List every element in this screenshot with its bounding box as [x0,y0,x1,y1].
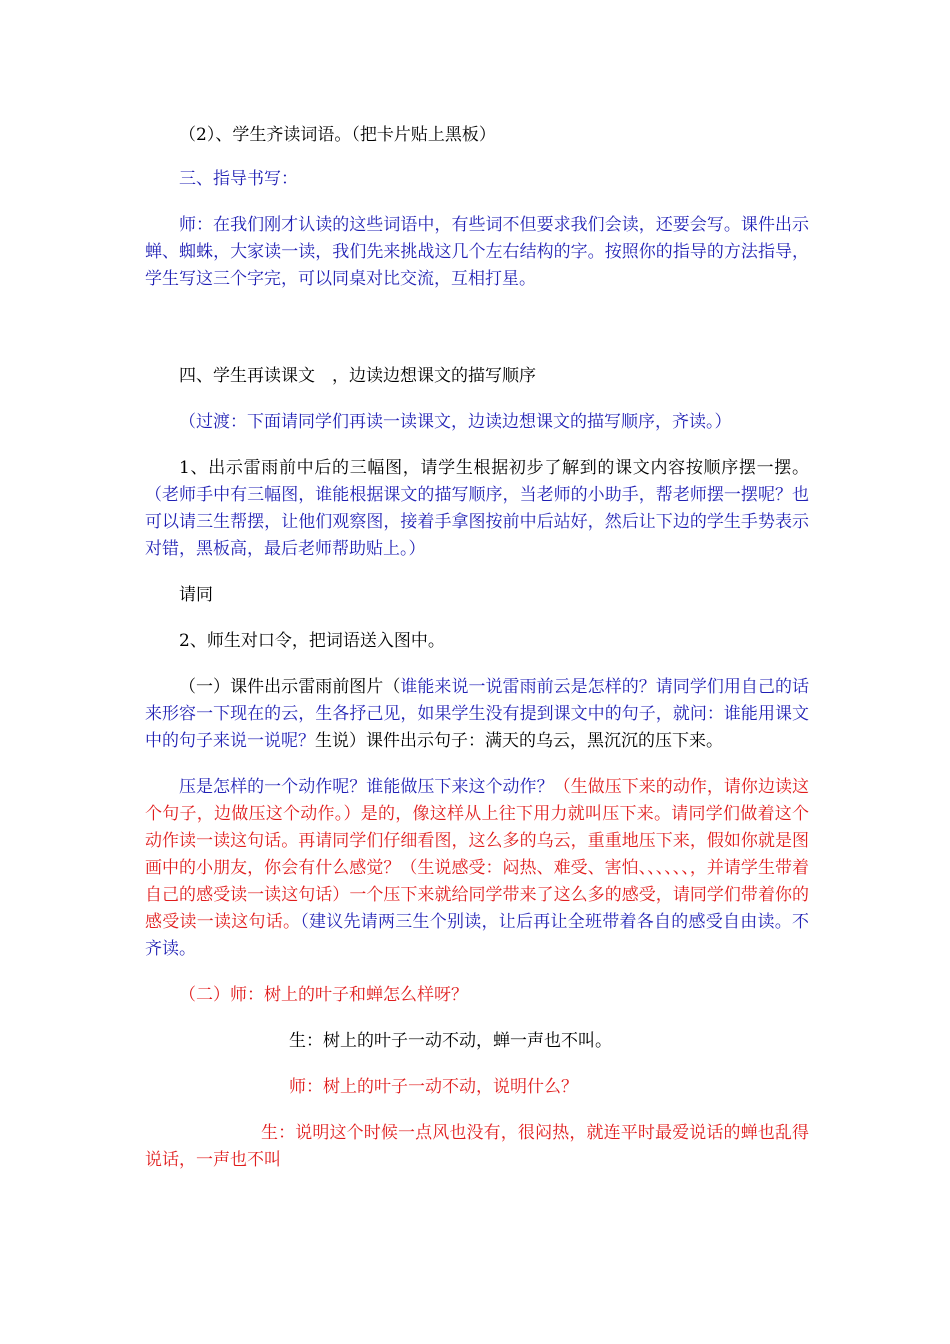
dialogue-student-explanation: 生：说明这个时候一点风也没有，很闷热，就连平时最爱说话的蝉也乱得说话，一声也不叫 [145,1123,809,1170]
before-rain-intro: （一）课件出示雷雨前图片（ [179,677,401,697]
before-rain-sentence: 生说）课件出示句子：满天的乌云，黑沉沉的压下来。 [315,731,723,751]
three-pictures-note: （老师手中有三幅图，谁能根据课文的描写顺序，当老师的小助手，帮老师摆一摆呢？也可以请三生帮摆，让他们观察图，接着手拿图按前中后站好，然后让下边的学生手势表示对错，黑板高，最后老师帮助贴上。） [145,485,809,559]
paragraph-call-response: 2、师生对口令，把词语送入图中。 [179,631,445,651]
document-body [145,122,809,1174]
paragraph-fragment: 请同 [179,585,213,605]
heading-writing-guidance: 三、指导书写： [179,169,298,189]
paragraph-three-pictures [145,455,809,563]
spacer [145,293,809,363]
paragraph-transition: （过渡：下面请同学们再读一读课文，边读边想课文的描写顺序，齐读。） [179,412,732,432]
dialogue-teacher-question: （二）师：树上的叶子和蝉怎么样呀？ [179,985,468,1005]
paragraph-read-words: （2）、学生齐读词语。（把卡片贴上黑板） [179,125,496,145]
heading-reread-text: 四、学生再读课文 ，边读边想课文的描写顺序 [179,366,536,386]
dialogue-teacher-followup: 师：树上的叶子一动不动，说明什么？ [289,1077,578,1097]
press-down-question: 压是怎样的一个动作呢？谁能做压下来这个动作？ [179,777,554,797]
three-pictures-instruction: 1、出示雷雨前中后的三幅图，请学生根据初步了解到的课文内容按顺序摆一摆。 [179,458,809,478]
paragraph-press-down [145,774,809,963]
paragraph-teacher-writing: 师：在我们刚才认读的这些词语中，有些词不但要求我们会读，还要会写。课件出示蝉、蜘蛛，大家读一读，我们先来挑战这几个左右结构的字。按照你的指导的方法指导，学生写这三个字完，可以同桌对比交流，互相打星。 [145,215,809,289]
paragraph-before-rain [145,674,809,755]
press-down-suggestion: （建议先请两三生个别读，让后再让全班带着各自的感受自由读。不齐读。 [145,912,809,959]
dialogue-student-answer: 生：树上的叶子一动不动，蝉一声也不叫。 [289,1031,612,1051]
before-rain-followup: 如果学生没有提到课文中的句子，就问：谁能用课文中的句子来说一说呢？ [145,704,809,751]
press-down-activity: （生做压下来的动作，请你边读这个句子，边做压这个动作。）是的，像这样从上往下用力就叫压下来。请同学们做着这个动作读一读这句话。再请同学们仔细看图，这么多的乌云，重重地压下来，假如你就是图画中的小朋友，你会有什么感觉？（生说感受：闷热、难受、害怕、、、、、、，并请学生带着自己的感受读一读这句话）一个压下来就给同学带来了这么多的感受，请同学们带着你的感受读一读这句话。 [145,777,810,932]
before-rain-question: 谁能来说一说雷雨前云是怎样的？请同学们用自己的话来形容一下现在的云，生各抒己见， [145,677,810,724]
